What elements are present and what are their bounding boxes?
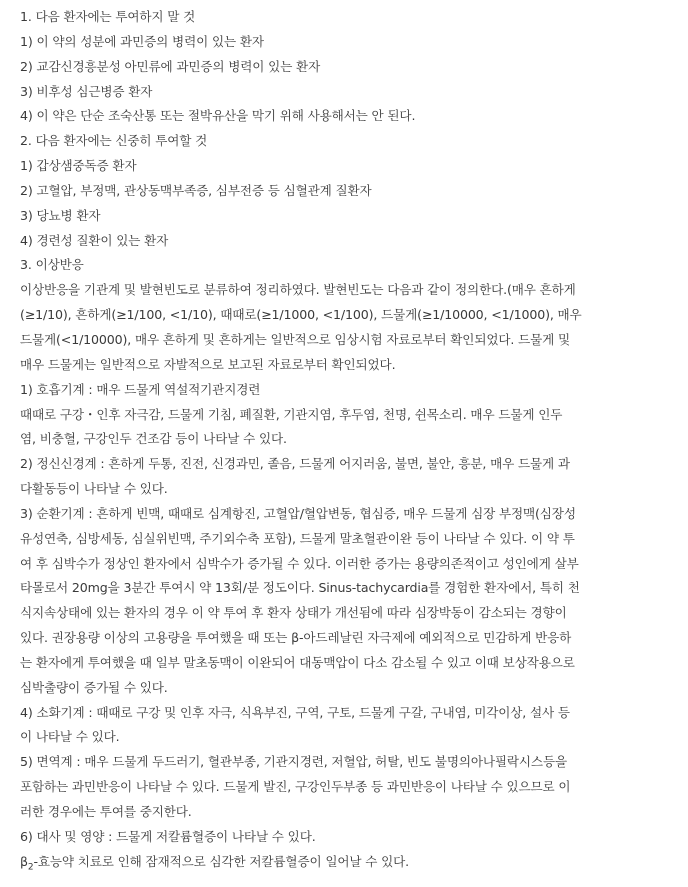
last-line-text: -효능약 치료로 인해 잠재적으로 심각한 저칼륨혈증이 일어날 수 있다.: [33, 853, 409, 869]
text-line: 4) 소화기계 : 때때로 구강 및 인후 자극, 식욕부진, 구역, 구토, 드물게 구갈, 구내염, 미각이상, 설사 등: [20, 704, 570, 720]
text-line: 3) 비후성 심근병증 환자: [20, 83, 153, 99]
text-line: 2) 정신신경계 : 흔하게 두통, 진전, 신경과민, 졸음, 드물게 어지러움, 불면, 불안, 흥분, 매우 드물게 과: [20, 456, 570, 472]
text-line: 5) 면역계 : 매우 드물게 두드러기, 혈관부종, 기관지경련, 저혈압, 허탈, 빈도 불명의아나필락시스등을: [20, 754, 567, 770]
text-line: 염, 비충혈, 구강인두 건조감 등이 나타날 수 있다.: [20, 431, 287, 447]
beta-symbol: β: [20, 853, 28, 869]
text-line: 4) 이 약은 단순 조숙산통 또는 절박유산을 막기 위해 사용해서는 안 된다.: [20, 108, 416, 124]
text-line: 3) 순환기계 : 흔하게 빈맥, 때때로 심계항진, 고혈압/혈압변동, 협심증, 매우 드물게 심장 부정맥(심장성: [20, 505, 576, 521]
text-line: 이 나타날 수 있다.: [20, 729, 120, 745]
text-line: 러한 경우에는 투여를 중지한다.: [20, 804, 192, 819]
text-line: 다활동등이 나타날 수 있다.: [20, 481, 168, 497]
text-line: 드물게(<1/10000), 매우 흔하게 및 흔하게는 일반적으로 임상시험 자료로부터 확인되었다. 드물게 및: [20, 331, 570, 347]
text-line: 3) 당뇨병 환자: [20, 207, 101, 223]
text-line: 이상반응을 기관계 및 발현빈도로 분류하여 정리하였다. 발현빈도는 다음과 같이 정의한다.(매우 흔하게: [20, 282, 576, 298]
text-line: 매우 드물게는 일반적으로 자발적으로 보고된 자료로부터 확인되었다.: [20, 356, 396, 372]
text-line: 6) 대사 및 영양 : 드물게 저칼륨혈증이 나타날 수 있다.: [20, 828, 316, 844]
text-line: 2) 고혈압, 부정맥, 관상동맥부족증, 심부전증 등 심혈관계 질환자: [20, 182, 372, 198]
text-line: 1) 갑상샘중독증 환자: [20, 158, 137, 174]
text-line: 있다. 권장용량 이상의 고용량을 투여했을 때 또는 β-아드레날린 자극제에 예외적으로 민감하게 반응하: [20, 630, 572, 646]
text-line: 는 환자에게 투여했을 때 일부 말초동맥이 이완되어 대동맥압이 다소 감소될 수 있고 이때 보상작용으로: [20, 654, 575, 670]
text-line: 때때로 구강・인후 자극감, 드물게 기침, 폐질환, 기관지염, 후두염, 천명, 쉰목소리. 매우 드물게 인두: [20, 406, 563, 422]
text-line-last: [20, 850, 685, 875]
text-line: 1) 호흡기계 : 매우 드물게 역설적기관지경련: [20, 381, 261, 397]
text-line: 2. 다음 환자에는 신중히 투여할 것: [20, 133, 208, 149]
text-line: 식지속상태에 있는 환자의 경우 이 약 투여 후 환자 상태가 개선됨에 따라 심장박동이 감소되는 경향이: [20, 605, 567, 621]
beta-subscript: 2: [27, 862, 34, 873]
text-line: (≥1/10), 흔하게(≥1/100, <1/10), 때때로(≥1/1000, <1/100), 드물게(≥1/10000, <1/1000), 매우: [20, 307, 582, 323]
text-line: 여 후 심박수가 정상인 환자에서 심박수가 증가될 수 있다. 이러한 증가는 용량의존적이고 성인에게 살부: [20, 555, 579, 571]
text-line: 타몰로서 20mg을 3분간 투여시 약 13회/분 정도이다. Sinus-tachycardia를 경험한 환자에서, 특히 천: [20, 580, 580, 596]
text-line: 2) 교감신경흥분성 아민류에 과민증의 병력이 있는 환자: [20, 58, 321, 74]
text-line: 3. 이상반응: [20, 257, 84, 273]
text-line: 심박출량이 증가될 수 있다.: [20, 679, 168, 695]
text-line: 4) 경련성 질환이 있는 환자: [20, 232, 169, 248]
text-line: 1. 다음 환자에는 투여하지 말 것: [20, 9, 196, 24]
text-line: 포함하는 과민반응이 나타날 수 있다. 드물게 발진, 구강인두부종 등 과민반응이 나타날 수 있으므로 이: [20, 779, 571, 795]
text-line: 1) 이 약의 성분에 과민증의 병력이 있는 환자: [20, 33, 264, 49]
text-line: 유성연축, 심방세동, 심실위빈맥, 주기외수축 포함), 드물게 말초혈관이완 등이 나타날 수 있다. 이 약 투: [20, 530, 575, 546]
